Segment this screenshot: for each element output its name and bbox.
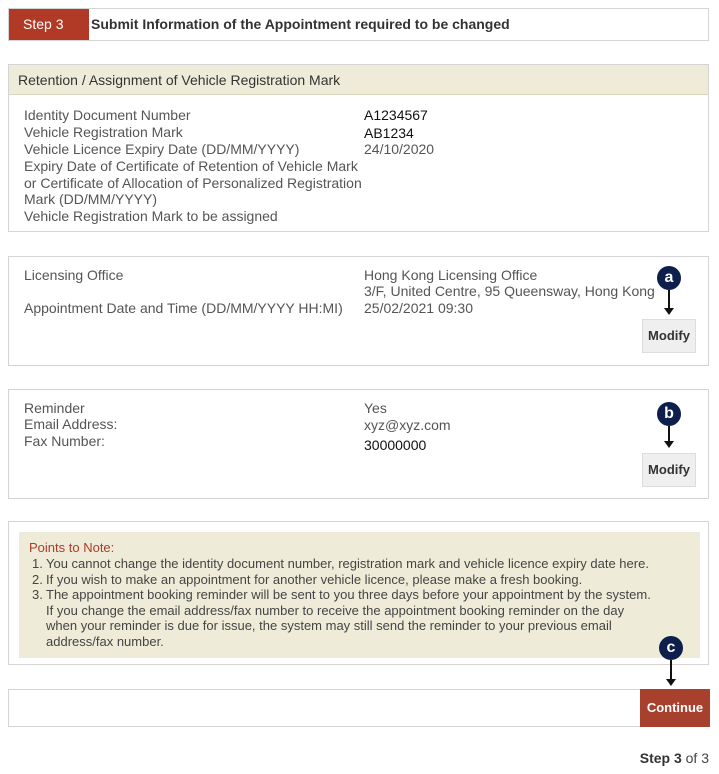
points-to-note-list <box>29 556 700 649</box>
callout-a-arrow-head <box>664 308 674 315</box>
step-badge-arrow <box>77 9 89 39</box>
identity-document-value: A1234567 <box>364 107 428 123</box>
appointment-panel <box>8 256 709 366</box>
note-item <box>29 556 700 572</box>
callout-b-arrow-head <box>664 441 674 448</box>
step-header <box>8 8 709 41</box>
note-text: You cannot change the identity document number, registration mark and vehicle licence expiry date here. <box>46 556 649 571</box>
appointment-datetime-value: 25/02/2021 09:30 <box>364 300 473 316</box>
licensing-office-address: 3/F, United Centre, 95 Queensway, Hong Kong <box>364 283 655 299</box>
reminder-label: Reminder <box>24 400 85 416</box>
callout-b-arrow-line <box>668 426 670 442</box>
note-text-line: address/fax number. <box>46 633 164 649</box>
licence-expiry-value: 24/10/2020 <box>364 141 435 157</box>
mark-to-be-assigned-label: Vehicle Registration Mark to be assigned <box>24 208 278 224</box>
note-text-line: when your reminder is due for issue, the system may still send the reminder to your previous email <box>46 618 612 633</box>
continue-button[interactable]: Continue <box>640 689 710 727</box>
fax-number-label: Fax Number: <box>24 433 105 449</box>
certificate-expiry-label-line-1: Expiry Date of Certificate of Retention of Vehicle Mark <box>24 158 358 174</box>
email-address-label: Email Address: <box>24 416 118 432</box>
certificate-expiry-label-line-3: Mark (DD/MM/YYYY) <box>24 191 157 207</box>
licence-expiry-label: Vehicle Licence Expiry Date (DD/MM/YYYY) <box>24 141 300 157</box>
callout-c-badge: c <box>659 636 683 660</box>
licensing-office-label: Licensing Office <box>24 267 124 283</box>
appointment-datetime-label: Appointment Date and Time (DD/MM/YYYY HH:MI) <box>24 300 343 316</box>
reminder-value: Yes <box>364 400 387 416</box>
step-badge: Step 3 <box>9 9 89 40</box>
email-address-value: xyz@xyz.com <box>364 417 451 433</box>
reminder-panel <box>8 389 709 499</box>
identity-document-label: Identity Document Number <box>24 107 191 123</box>
callout-b-badge: b <box>657 402 681 426</box>
callout-a-badge: a <box>657 266 681 290</box>
step-progress-total: of 3 <box>685 750 709 766</box>
callout-a-arrow-line <box>668 290 670 309</box>
note-text-line: If you change the email address/fax number to receive the appointment booking reminder on the day <box>46 602 625 618</box>
step-progress-indicator <box>640 750 709 766</box>
note-text-line: The appointment booking reminder will be sent to you three days before your appointment by the system. <box>46 587 651 602</box>
points-to-note-box <box>19 532 700 658</box>
note-item <box>29 587 700 649</box>
fax-number-value: 30000000 <box>364 437 427 453</box>
note-number: 2. <box>32 571 43 587</box>
retention-panel <box>8 64 709 232</box>
callout-c-arrow-line <box>670 660 672 680</box>
action-bar <box>8 689 709 727</box>
note-text: If you wish to make an appointment for another vehicle licence, please make a fresh booking. <box>46 571 583 587</box>
step-progress-current: Step 3 <box>639 750 682 766</box>
registration-mark-value: AB1234 <box>364 125 414 141</box>
step-title: Submit Information of the Appointment required to be changed <box>91 16 510 32</box>
modify-reminder-button[interactable]: Modify <box>642 453 696 487</box>
note-item <box>29 572 700 588</box>
points-to-note-panel <box>8 521 709 665</box>
points-to-note-title: Points to Note: <box>29 540 115 555</box>
callout-c-arrow-head <box>666 679 676 686</box>
note-number: 1. <box>32 556 43 571</box>
registration-mark-label: Vehicle Registration Mark <box>24 124 183 140</box>
retention-panel-heading: Retention / Assignment of Vehicle Registration Mark <box>9 65 708 95</box>
modify-appointment-button[interactable]: Modify <box>642 319 696 353</box>
licensing-office-value: Hong Kong Licensing Office <box>364 267 538 283</box>
note-number: 3. <box>32 587 43 602</box>
certificate-expiry-label-line-2: or Certificate of Allocation of Personalized Registration <box>24 174 362 191</box>
